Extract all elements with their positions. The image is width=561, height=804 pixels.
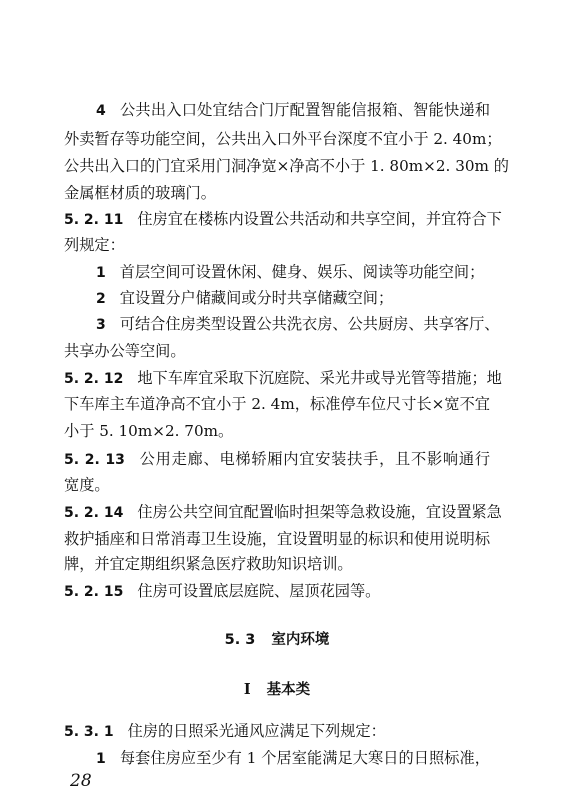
list-item: 1 首层空间可设置休闲、健身、娱乐、阅读等功能空间； — [96, 263, 485, 281]
clause-5-3-1: 5. 3. 1 住房的日照采光通风应满足下列规定： — [64, 722, 386, 740]
section-title: 5. 3 室内环境 — [224, 632, 330, 648]
item-number: 2 — [96, 291, 106, 307]
text-line: 外卖暂存等功能空间，公共出入口外平台深度不宜小于 2. 40m； — [64, 130, 502, 148]
item-number: 1 — [96, 265, 106, 281]
clause-5-2-13: 5. 2. 13 公用走廊、电梯轿厢内宜安装扶手，且不影响通行 — [64, 450, 491, 468]
clause-number: 5. 2. 14 — [64, 505, 124, 521]
text-line: 宽度。 — [64, 476, 110, 494]
clause-number: 5. 3. 1 — [64, 724, 114, 740]
text-line: 下车库主车道净高不宜小于 2. 4m，标准停车位尺寸长×宽不宜 — [64, 395, 490, 413]
text-line: 公共出入口的门宜采用门洞净宽×净高不小于 1. 80m×2. 30m 的 — [64, 157, 509, 175]
text-line: 救护插座和日常消毒卫生设施，宜设置明显的标识和使用说明标 — [64, 530, 490, 548]
clause-5-2-12: 5. 2. 12 地下车库宜采取下沉庭院、采光井或导光管等措施；地 — [64, 369, 502, 387]
item-number: 1 — [96, 751, 106, 767]
clause-5-2-14: 5. 2. 14 住房公共空间宜配置临时担架等急救设施，宜设置紧急 — [64, 503, 502, 521]
clause-5-2-15: 5. 2. 15 住房可设置底层庭院、屋顶花园等。 — [64, 582, 381, 600]
list-item: 3 可结合住房类型设置公共洗衣房、公共厨房、共享客厅、 — [96, 315, 500, 333]
clause-number: 5. 2. 15 — [64, 584, 124, 600]
clause-number: 5. 2. 13 — [64, 452, 125, 468]
text-line: 共享办公等空间。 — [64, 342, 186, 360]
text-line: 小于 5. 10m×2. 70m。 — [64, 422, 234, 440]
list-item: 2 宜设置分户储藏间或分时共享储藏空间； — [96, 289, 394, 307]
clause-5-2-11: 5. 2. 11 住房宜在楼栋内设置公共活动和共享空间，并宜符合下 — [64, 210, 502, 228]
item-number: 3 — [96, 317, 106, 333]
list-item: 1 每套住房应至少有 1 个居室能满足大寒日的日照标准， — [96, 749, 490, 767]
page-number: 28 — [70, 771, 92, 791]
text-line: 牌，并宜定期组织紧急医疗救助知识培训。 — [64, 555, 353, 573]
text-line: 4 公共出入口处宜结合门厅配置智能信报箱、智能快递和 — [96, 101, 490, 119]
clause-number: 5. 2. 12 — [64, 371, 124, 387]
text-line: 列规定： — [64, 236, 125, 254]
item-number: 4 — [96, 103, 106, 119]
subsection-title: I 基本类 — [243, 681, 311, 698]
clause-number: 5. 2. 11 — [64, 212, 124, 228]
text-line: 金属框材质的玻璃门。 — [64, 184, 216, 202]
